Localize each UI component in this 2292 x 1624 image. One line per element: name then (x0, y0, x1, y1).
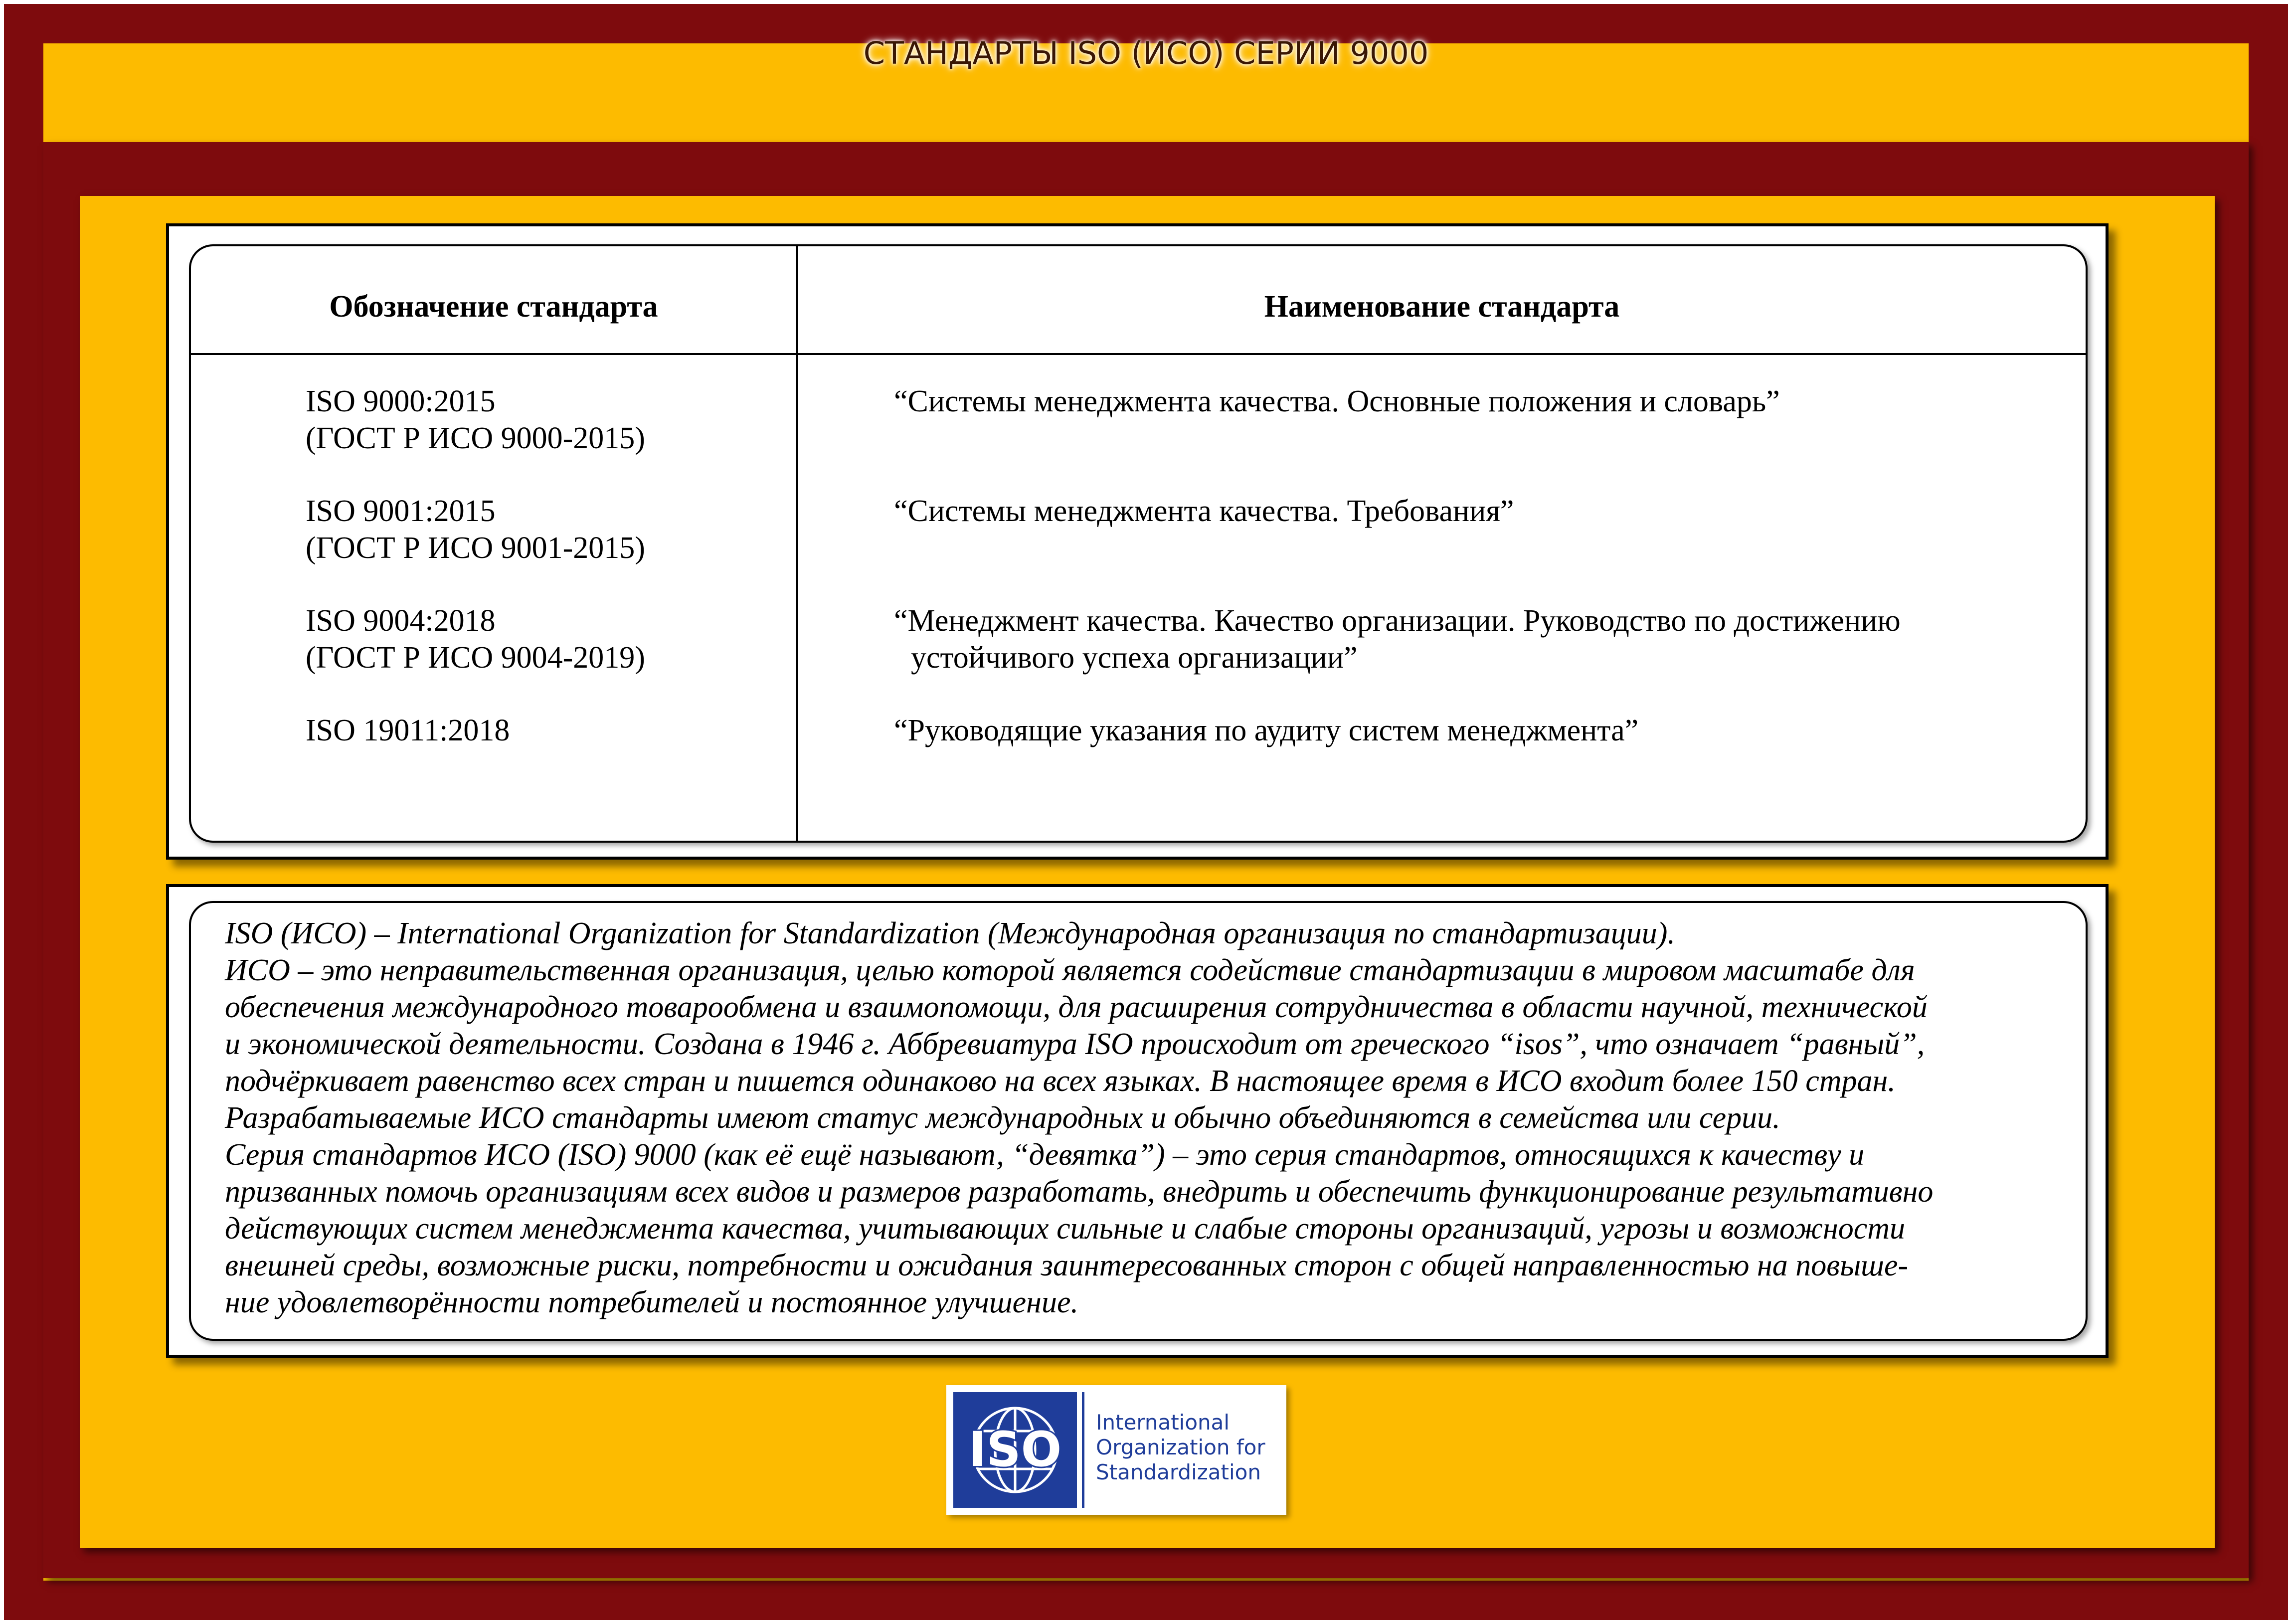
info-line: обеспечения международного товарообмена и взаимопомощи, для расширения сотрудничества в области научной, технической (225, 990, 1928, 1024)
info-text (225, 915, 2070, 1321)
iso-mark-text: ISO (968, 1422, 1062, 1477)
table-row-name (894, 602, 2041, 676)
code-gost-line: (ГОСТ Р ИСО 9001-2015) (306, 531, 645, 565)
table-row-name (894, 712, 2041, 749)
page-title: СТАНДАРТЫ ISO (ИСО) СЕРИИ 9000 (863, 35, 1429, 71)
standards-table (189, 244, 2088, 843)
logo-line: Standardization (1096, 1460, 1261, 1484)
name-line: “Системы менеджмента качества. Основные положения и словарь” (894, 384, 1780, 418)
name-line: “Системы менеджмента качества. Требования” (894, 494, 1514, 528)
info-line: Серия стандартов ИСО (ISO) 9000 (как её ещё называют, “девятка”) – это серия стандартов, относящихся к качеству и (225, 1138, 1865, 1172)
info-line: Разрабатываемые ИСО стандарты имеют статус международных и обычно объединяются в семейства или серии. (225, 1101, 1780, 1135)
iso-globe-icon (953, 1392, 1077, 1508)
table-row-name (894, 493, 2041, 530)
logo-line: International (1096, 1410, 1230, 1435)
logo-line: Organization for (1096, 1435, 1265, 1459)
info-line: ние удовлетворённости потребителей и постоянное улучшение. (225, 1285, 1078, 1319)
info-line: подчёркивает равенство всех стран и пишется одинаково на всех языках. В настоящее время в ИСО входит более 150 стран. (225, 1064, 1896, 1098)
header-divider (191, 353, 2086, 355)
info-line: и экономической деятельности. Создана в 1946 г. Аббревиатура ISO происходит от греческого “isos”, что означает “равный”, (225, 1027, 1925, 1061)
column-divider (796, 246, 798, 841)
code-line: ISO 19011:2018 (306, 714, 510, 747)
header-code: Обозначение стандарта (329, 290, 658, 324)
table-row-code (306, 493, 645, 566)
name-line: “Менеджмент качества. Качество организации. Руководство по достижению (894, 604, 1901, 638)
standards-table-panel (166, 223, 2109, 860)
code-line: ISO 9004:2018 (306, 604, 496, 638)
info-panel (166, 884, 2109, 1358)
info-line: внешней среды, возможные риски, потребности и ожидания заинтересованных сторон с общей направленностью на повыше- (225, 1249, 1909, 1282)
header-name: Наименование стандарта (1264, 290, 1620, 324)
table-row-code (306, 712, 510, 749)
table-row-name (894, 383, 2041, 420)
code-line: ISO 9000:2015 (306, 384, 496, 418)
logo-text (1096, 1410, 1285, 1485)
code-gost-line: (ГОСТ Р ИСО 9004-2019) (306, 641, 645, 675)
name-line-continued: устойчивого успеха организации” (911, 641, 1358, 675)
code-line: ISO 9001:2015 (306, 494, 496, 528)
info-line: ISO (ИСО) – International Organization for Standardization (Международная организация по стандартизации). (225, 916, 1675, 950)
info-line: призванных помочь организациям всех видов и размеров разработать, внедрить и обеспечить функционирование результативно (225, 1175, 1934, 1209)
iso-logo (946, 1385, 1286, 1515)
table-row-code (306, 383, 645, 457)
logo-separator (1082, 1392, 1084, 1508)
code-gost-line: (ГОСТ Р ИСО 9000-2015) (306, 421, 645, 455)
table-row-code (306, 602, 645, 676)
info-line: действующих систем менеджмента качества, учитывающих сильные и слабые стороны организаций, угрозы и возможности (225, 1212, 1906, 1246)
info-box (189, 901, 2088, 1341)
info-line: ИСО – это неправительственная организация, целью которой является содействие стандартизации в мировом масштабе для (225, 953, 1915, 987)
name-line: “Руководящие указания по аудиту систем менеджмента” (894, 714, 1639, 747)
